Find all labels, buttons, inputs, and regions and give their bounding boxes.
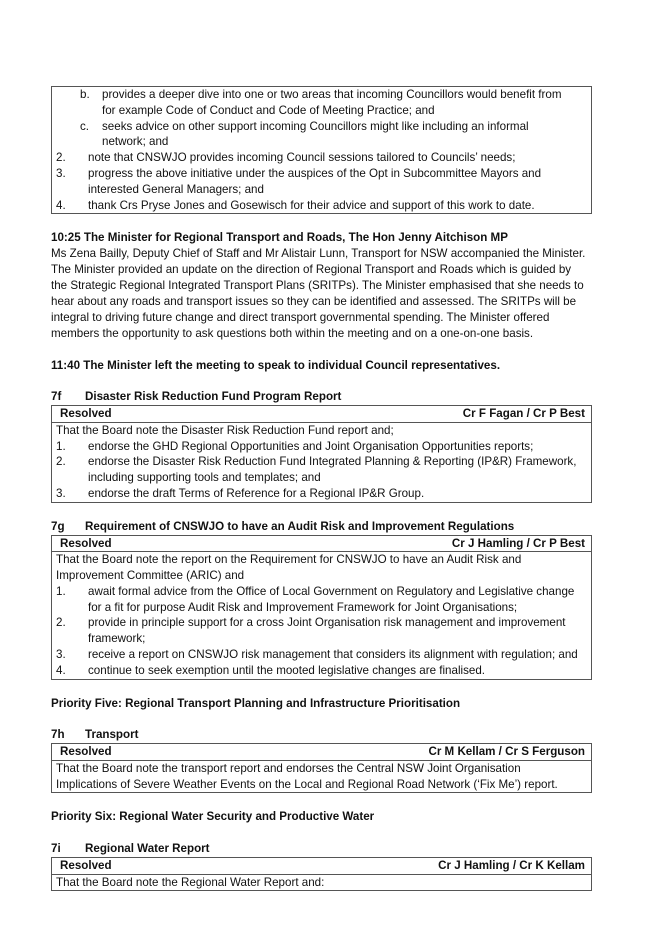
resolution-header: Resolved Cr M Kellam / Cr S Ferguson [52, 744, 591, 761]
list-item: 1. await formal advice from the Office of Local Government on Regulatory and Legislative change for a fit for purpose Audit Risk and Improvement Framework for Joint Organisations; [56, 584, 575, 614]
list-item: 2. endorse the Disaster Risk Reduction Fund Integrated Planning & Reporting (IP&R) Framework, including supporting tools and templates; and [56, 455, 577, 485]
document-page [51, 86, 592, 891]
list-item: 2. note that CNSWJO provides incoming Council sessions tailored to Councils’ needs; [56, 151, 516, 165]
continued-resolution-box [51, 86, 592, 214]
sub-item-b: b. provides a deeper dive into one or two areas that incoming Councillors would benefit from for example Code of Conduct and Code of Meeting Practice; and [80, 88, 562, 117]
list-item: 3. receive a report on CNSWJO risk management that considers its alignment with regulation; and [56, 647, 578, 661]
list-item: 4. continue to seek exemption until the mooted legislative changes are finalised. [56, 663, 486, 677]
minister-left-note: 11:40 The Minister left the meeting to speak to individual Council representatives. [51, 358, 501, 372]
resolution-box-7h: Resolved Cr M Kellam / Cr S Ferguson That the Board note the transport report and endorses the Central NSW Joint Organisation Implications of Severe Weather Events on the Local and Regional Road Network (‘Fix Me’) report. [51, 743, 592, 793]
resolution-header: Resolved Cr J Hamling / Cr P Best [52, 536, 591, 553]
resolution-header: Resolved Cr J Hamling / Cr K Kellam [52, 858, 591, 875]
movers: Cr J Hamling / Cr K Kellam [438, 858, 585, 872]
list-item: 2. provide in principle support for a cross Joint Organisation risk management and improvement framework; [56, 616, 566, 646]
list-item: 3. progress the above initiative under the auspices of the Opt in Subcommittee Mayors and interested General Managers; and [56, 166, 542, 196]
sub-item-c: c. seeks advice on other support incoming Councillors might like including an informal network; and [80, 119, 529, 149]
item-7i-title: 7i Regional Water Report [51, 842, 210, 856]
list-item: 1. endorse the GHD Regional Opportunities and Joint Organisation Opportunities reports; [56, 439, 534, 453]
movers: Cr F Fagan / Cr P Best [462, 407, 585, 421]
resolution-box-7i: Resolved Cr J Hamling / Cr K Kellam That the Board note the Regional Water Report and: [51, 857, 592, 891]
list-item: 3. endorse the draft Terms of Reference for a Regional IP&R Group. [56, 486, 425, 500]
priority-five-heading: Priority Five: Regional Transport Planning and Infrastructure Prioritisation [51, 696, 461, 710]
movers: Cr J Hamling / Cr P Best [451, 536, 585, 550]
item-7h-title: 7h Transport [51, 728, 139, 742]
resolution-box-7g: Resolved Cr J Hamling / Cr P Best That the Board note the report on the Requirement for CNSWJO to have an Audit Risk and Improvement Committee (ARIC) and 1. await formal advice from the Office of Local Government on Regulatory and Legislative change for a fit for purpose Audit Risk and Improvement Framework for Joint Organisations; 2. provide in principle support for a cross Joint Organisation risk management and improvement framework; 3. receive a report on CNSWJO risk management that considers its alignment with regulation; and 4. continue to seek exemption until the mooted legislative changes are finalised. [51, 535, 592, 680]
list-item: 4. thank Crs Pryse Jones and Gosewisch for their advice and support of this work to date. [56, 198, 535, 212]
resolution-header: Resolved Cr F Fagan / Cr P Best [52, 406, 591, 423]
minister-paragraph: Ms Zena Bailly, Deputy Chief of Staff and Mr Alistair Lunn, Transport for NSW accompanied the Minister. The Minister provided an update on the direction of Regional Transport and Roads which is guided by the Strategic Regional Integrated Transport Plans (SRITPs). The Minister emphasised that she needs to hear about any roads and transport issues so they can be identified and assessed. The SRITPs will be integral to driving future change and direct transport governmental spending. The Minister offered members the opportunity to ask questions both within the meeting and on a one-on-one basis. [51, 247, 586, 340]
item-7g-title: 7g Requirement of CNSWJO to have an Audit Risk and Improvement Regulations [51, 519, 515, 533]
item-7f-title: 7f Disaster Risk Reduction Fund Program Report [51, 390, 342, 404]
movers: Cr M Kellam / Cr S Ferguson [428, 745, 585, 759]
priority-six-heading: Priority Six: Regional Water Security and Productive Water [51, 810, 375, 824]
minister-heading: 10:25 The Minister for Regional Transport and Roads, The Hon Jenny Aitchison MP [51, 231, 508, 245]
resolution-box-7f: Resolved Cr F Fagan / Cr P Best That the Board note the Disaster Risk Reduction Fund report and; 1. endorse the GHD Regional Opportunities and Joint Organisation Opportunities reports; 2. endorse the Disaster Risk Reduction Fund Integrated Planning & Reporting (IP&R) Framework, including supporting tools and templates; and 3. endorse the draft Terms of Reference for a Regional IP&R Group. [51, 405, 592, 503]
